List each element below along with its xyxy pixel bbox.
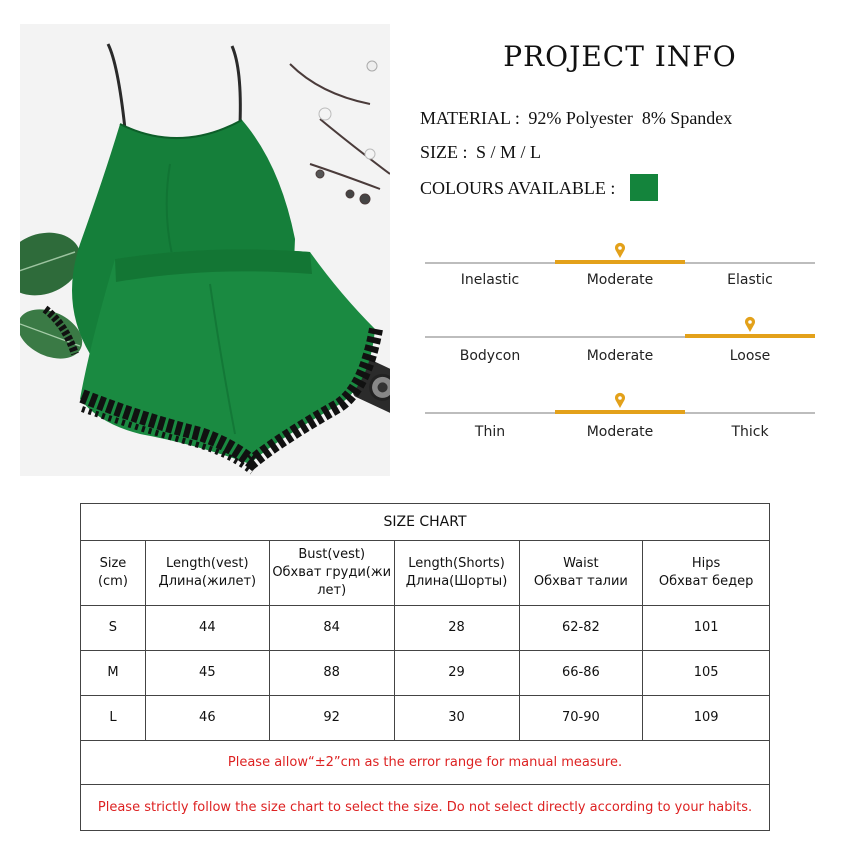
cell-hips: 109 [643,696,770,741]
cell-hips: 101 [643,606,770,651]
scale-label-high: Thick [731,424,769,440]
location-pin-icon [614,392,626,408]
cell-length-shorts: 29 [394,651,519,696]
cell-size: M [81,651,146,696]
material-label: MATERIAL : [420,108,520,128]
material-value: 92% Polyester 8% Spandex [528,108,733,128]
header-ru: (cm) [97,574,128,589]
size-value: S / M / L [476,142,542,162]
colours-label: COLOURS AVAILABLE : [420,177,616,198]
scale-selected-segment [555,410,685,414]
scale-label-low: Thin [474,424,506,440]
cell-length-vest: 46 [145,696,269,741]
header-en: Length(Shorts) [408,556,505,571]
header-ru: Обхват бедер [658,574,754,589]
header-ru: Длина(жилет) [158,574,257,589]
size-selection-warning: Please strictly follow the size chart to select the size. Do not select directly according to your habits. [81,785,770,831]
thickness-scale [425,392,815,438]
cell-length-shorts: 28 [394,606,519,651]
cell-length-shorts: 30 [394,696,519,741]
header-waist [519,541,643,606]
cell-waist: 66-86 [519,651,643,696]
scale-label-low: Inelastic [460,272,520,288]
size-chart-header-row [81,541,770,606]
header-size [81,541,146,606]
measure-error-note: Please allow“±2”cm as the error range for manual measure. [81,741,770,785]
product-photo [20,24,390,476]
header-en: Bust(vest) [298,547,366,562]
header-en: Waist [563,556,599,571]
header-ru: Обхват груди(жи [272,565,392,580]
colours-line [420,176,658,203]
header-bust-vest [269,541,394,606]
material-line [420,108,732,129]
size-label: SIZE : [420,142,468,162]
scale-label-high: Loose [729,348,771,364]
dried-flowers-icon [290,61,390,204]
cell-waist: 62-82 [519,606,643,651]
cell-size: S [81,606,146,651]
size-chart-table [80,503,770,831]
scale-selected-segment [685,334,815,338]
scale-selected-segment [555,260,685,264]
cell-length-vest: 45 [145,651,269,696]
scale-label-high: Elastic [727,272,773,288]
green-color-swatch[interactable] [630,174,658,201]
cell-length-vest: 44 [145,606,269,651]
header-ru: Длина(Шорты) [405,574,508,589]
cell-bust-vest: 92 [269,696,394,741]
scale-label-mid: Moderate [586,424,654,440]
scale-label-mid: Moderate [586,272,654,288]
header-en: Size [99,556,127,571]
header-en: Length(vest) [166,556,249,571]
fit-scale [425,316,815,362]
size-line [420,142,541,163]
cell-bust-vest: 88 [269,651,394,696]
table-row [81,606,770,651]
shorts [80,249,375,464]
header-length-shorts [394,541,519,606]
location-pin-icon [744,316,756,332]
cell-hips: 105 [643,651,770,696]
table-row [81,696,770,741]
project-info-title: PROJECT INFO [503,40,737,73]
header-ru: Обхват талии [533,574,628,589]
scale-label-mid: Moderate [586,348,654,364]
location-pin-icon [614,242,626,258]
cell-size: L [81,696,146,741]
cell-bust-vest: 84 [269,606,394,651]
header-en: Hips [691,556,721,571]
scale-label-low: Bodycon [459,348,521,364]
size-chart-title: SIZE CHART [81,504,770,541]
header-hips [643,541,770,606]
cell-waist: 70-90 [519,696,643,741]
header-ru-cont: лет) [317,583,347,598]
table-row [81,651,770,696]
elasticity-scale [425,240,815,286]
header-length-vest [145,541,269,606]
